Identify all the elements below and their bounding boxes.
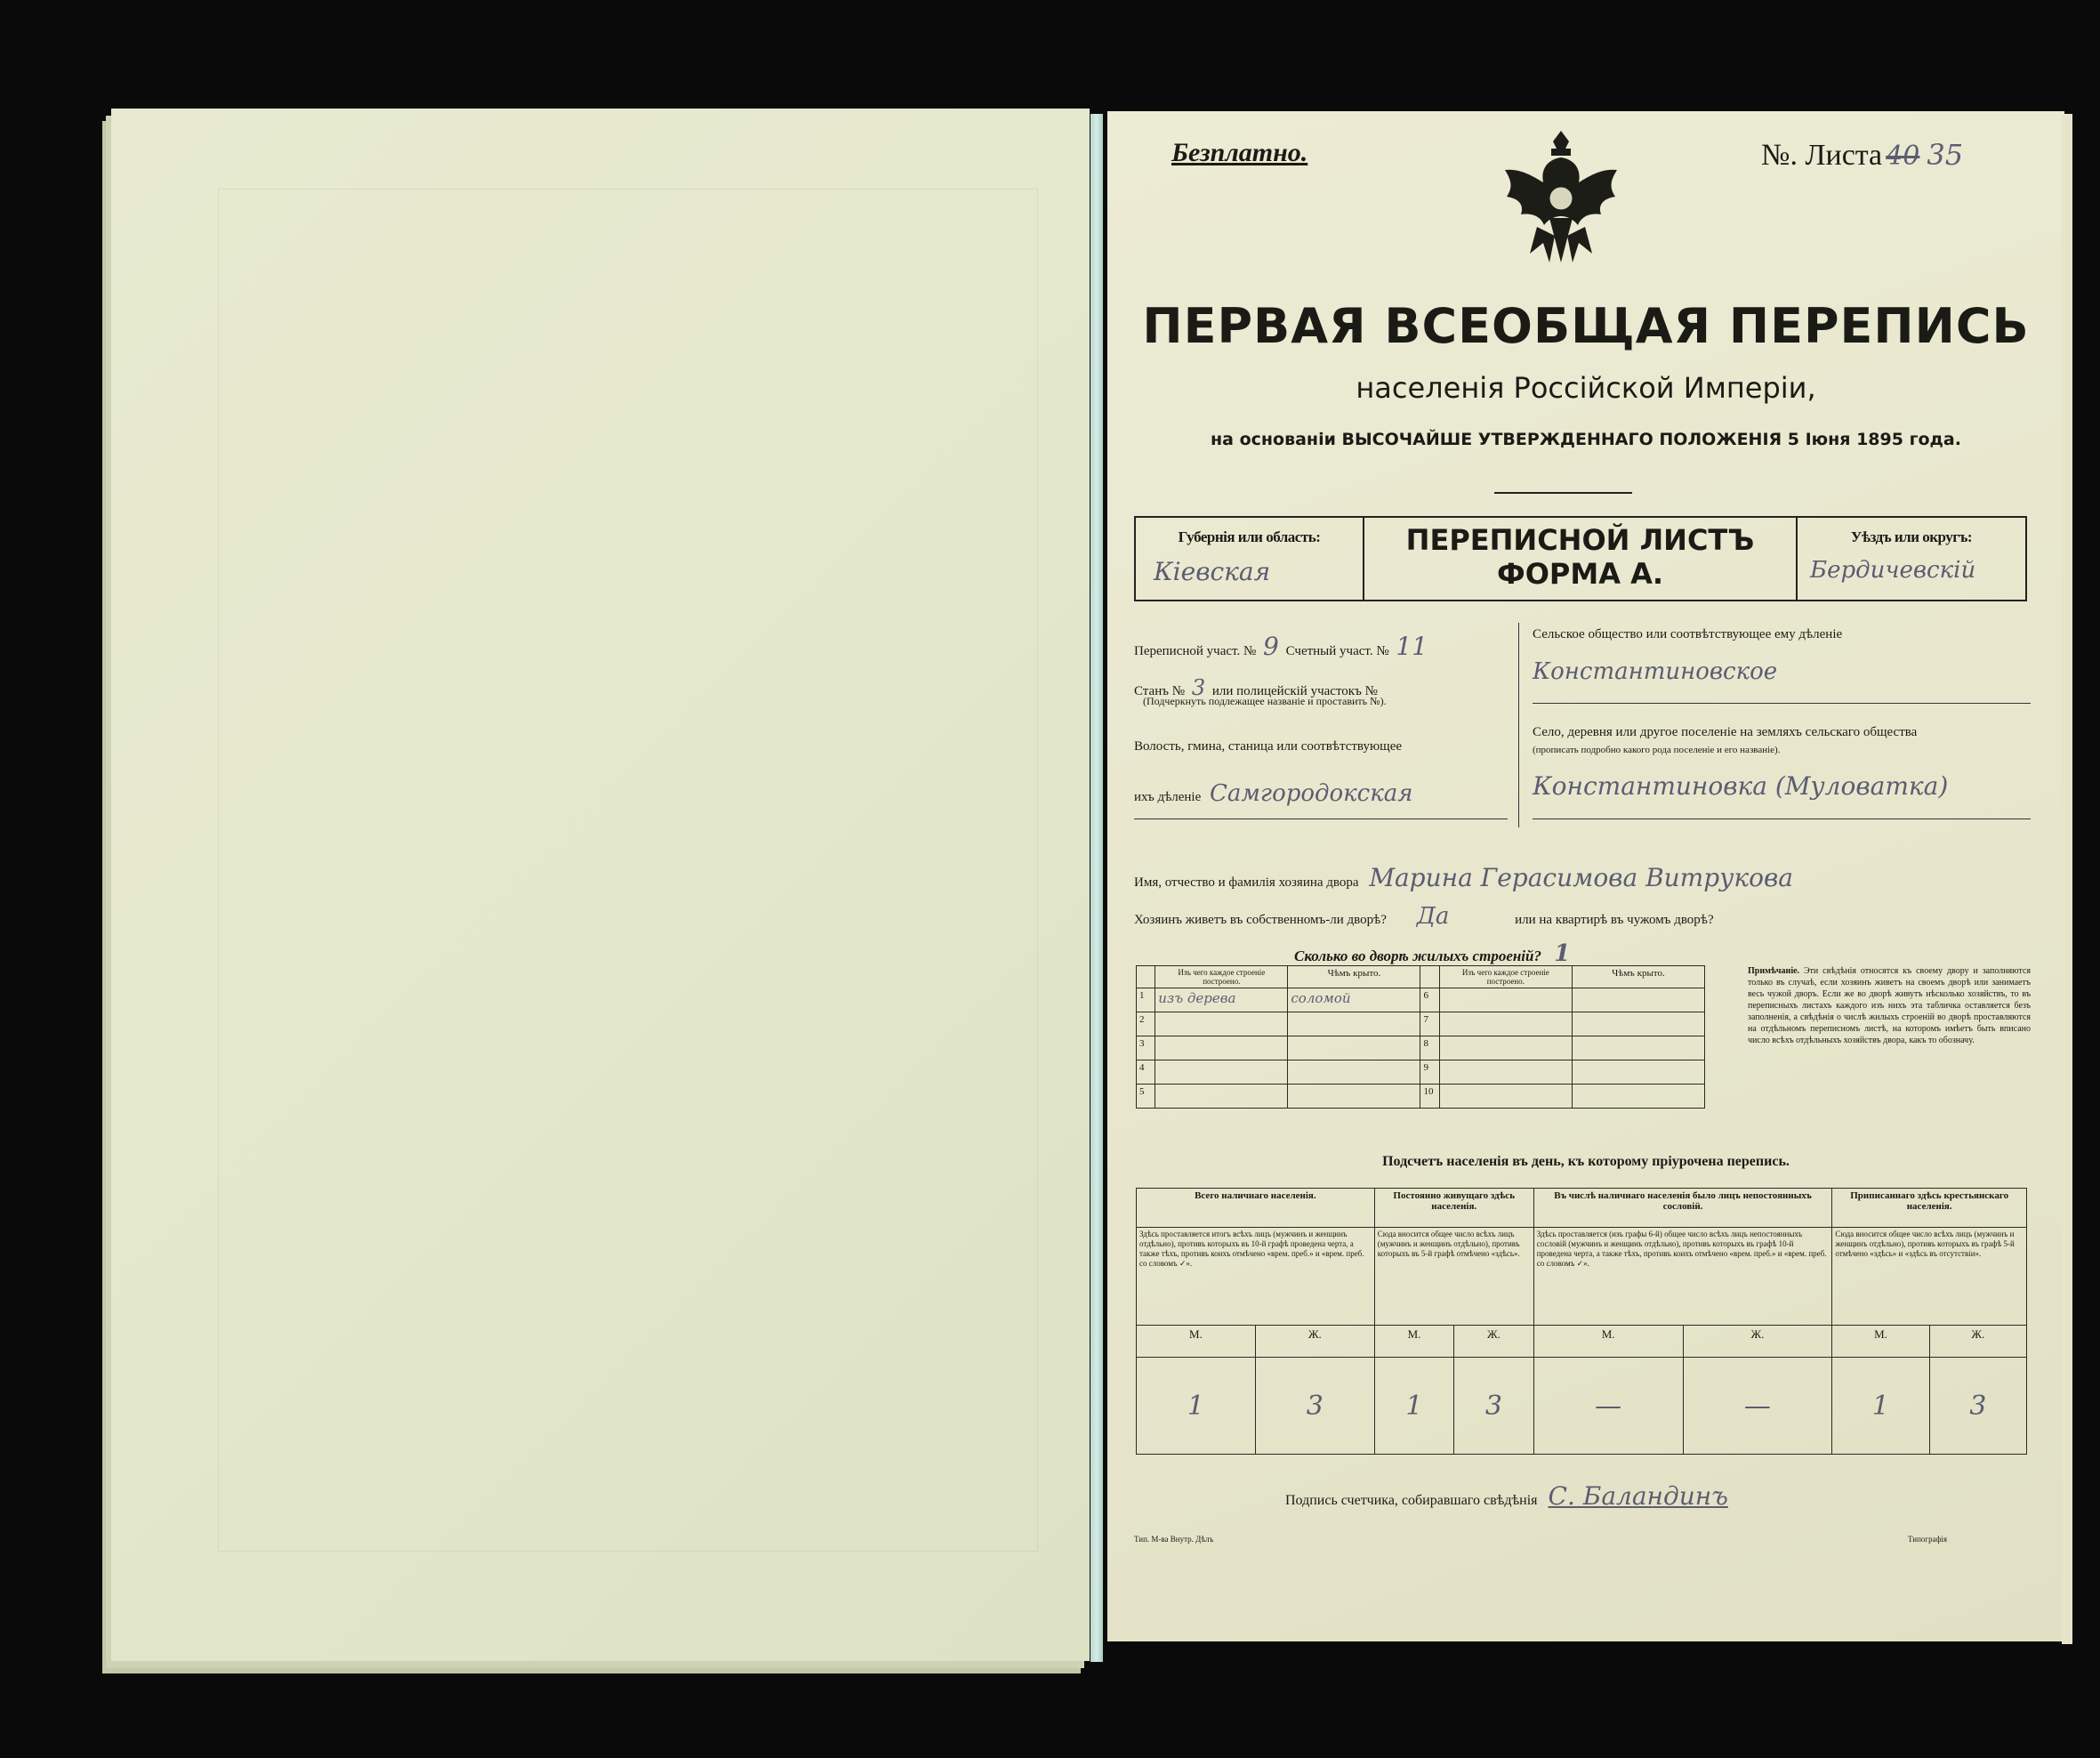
census-subtitle: населенія Россійской Имперіи,	[1356, 371, 1816, 405]
footer-printer-left: Тип. М-ва Внутр. Дѣлъ	[1134, 1535, 1214, 1544]
field-divider	[1518, 623, 1519, 827]
census-main-title: ПЕРВАЯ ВСЕОБЩАЯ ПЕРЕПИСЬ	[1142, 298, 2030, 354]
row-num: 6	[1420, 988, 1439, 1012]
census-legal-basis: на основаніи ВЫСОЧАЙШЕ УТВЕРЖДЕННАГО ПОЛОЖЕНІЯ 5 Іюня 1895 года.	[1211, 430, 1961, 449]
row-num: 4	[1137, 1060, 1155, 1085]
male-count: 1	[1137, 1358, 1256, 1455]
summary-desc: Сюда вносится общее число всѣхъ лицъ (мужчинъ и женщинъ отдѣльно), противъ которыхъ въ графѣ 5-й отмѣчено «здѣсь» и «здѣсь въ отсутствіи».	[1832, 1228, 2027, 1326]
male-label: М.	[1533, 1326, 1683, 1358]
signature-label: Подпись счетчика, собиравшаго свѣдѣнія	[1285, 1493, 1538, 1508]
own-yard-label: Хозяинъ живетъ въ собственномъ-ли дворѣ?	[1134, 913, 1387, 927]
stan-note: (Подчеркнуть подлежащее названіе и проставить №).	[1143, 695, 1387, 707]
buildings-value: 1	[1554, 940, 1571, 967]
signature-row	[1285, 1481, 1728, 1511]
uezd-value: Бердичевскій	[1810, 557, 1976, 584]
count-value: 11	[1396, 632, 1428, 661]
row-material: изъ дерева	[1155, 988, 1288, 1012]
police-label: или полицейскій участокъ №	[1211, 684, 1378, 698]
own-yard-row	[1134, 903, 1714, 930]
summary-title: Подсчетъ населенія въ день, къ которому пріурочена перепись.	[1382, 1154, 1790, 1169]
female-count: —	[1683, 1358, 1832, 1455]
volost-value: Самгородокская	[1209, 780, 1413, 807]
row-roof: соломой	[1288, 988, 1420, 1012]
female-count: 3	[1929, 1358, 2026, 1455]
buildings-col-material: Изъ чего каждое строеніе построено.	[1155, 966, 1288, 988]
own-yard-value: Да	[1416, 903, 1450, 930]
society-value: Константиновское	[1533, 658, 1778, 685]
footer-printer-right: Типографія	[1908, 1535, 1948, 1544]
buildings-col-roof-2: Чѣмъ крыто.	[1572, 966, 1704, 988]
form-subtitle: ФОРМА А.	[1496, 557, 1664, 591]
volost-label: Волость, гмина, станица или соотвѣтствующее	[1134, 739, 1403, 754]
female-count: 3	[1454, 1358, 1534, 1455]
female-count: 3	[1255, 1358, 1374, 1455]
district-value: 9	[1263, 632, 1279, 661]
uezd-label: Уѣздъ или округъ:	[1850, 528, 1973, 545]
sheet-number-value: 35	[1927, 138, 1964, 172]
buildings-col-material-2: Изъ чего каждое строеніе построено.	[1439, 966, 1572, 988]
right-sheet-edge	[2062, 114, 2072, 1644]
male-count: 1	[1374, 1358, 1454, 1455]
district-label: Переписной участ. №	[1134, 644, 1257, 658]
society-row	[1533, 627, 2031, 685]
row-num: 5	[1137, 1085, 1155, 1109]
buildings-row	[1294, 940, 1570, 967]
summary-head: Постоянно живущаго здѣсь населенія.	[1374, 1189, 1533, 1228]
sheet-number-crossed: 40	[1886, 141, 1920, 172]
sheet-number	[1761, 138, 1963, 173]
census-form-page	[1107, 111, 2064, 1641]
buildings-col-roof: Чѣмъ крыто.	[1288, 966, 1420, 988]
summary-desc: Сюда вносится общее число всѣхъ лицъ (мужчинъ и женщинъ отдѣльно), противъ которыхъ въ 5-й графѣ отмѣчено «здѣсь».	[1374, 1228, 1533, 1326]
left-page-bleedthrough	[218, 189, 1038, 1552]
society-label: Сельское общество или соотвѣтствующее ему дѣленіе	[1533, 627, 1843, 641]
volost-row	[1134, 780, 1413, 807]
form-title-cell	[1364, 518, 1796, 591]
count-label: Счетный участ. №	[1285, 644, 1389, 658]
row-num: 8	[1420, 1036, 1439, 1060]
summary-head: Всего наличнаго населенія.	[1137, 1189, 1375, 1228]
summary-head: Приписаннаго здѣсь крестьянскаго населенія.	[1832, 1189, 2027, 1228]
male-count: 1	[1832, 1358, 1929, 1455]
sheet-number-label: №. Листа	[1761, 139, 1883, 172]
district-row	[1134, 632, 1508, 661]
uezd-cell	[1796, 518, 2025, 600]
gubernia-cell	[1136, 518, 1364, 600]
form-id-box	[1134, 516, 2027, 601]
note-block	[1748, 965, 2031, 1046]
population-summary-table	[1136, 1188, 2027, 1455]
signature-value: С. Баландинъ	[1548, 1481, 1728, 1511]
form-title: ПЕРЕПИСНОЙ ЛИСТЪ	[1405, 523, 1755, 557]
row-num: 9	[1420, 1060, 1439, 1085]
buildings-table	[1136, 965, 1705, 1109]
stan-label: Станъ №	[1134, 684, 1186, 698]
other-yard-label: или на квартирѣ въ чужомъ дворѣ?	[1515, 913, 1714, 927]
summary-desc: Здѣсь проставляется итогъ всѣхъ лицъ (мужчинъ и женщинъ отдѣльно), противъ которыхъ въ 10-й графѣ проведена черта, а также тѣхъ, противъ коихъ отмѣчено «врем. преб.» и «врем. преб. со словомъ ✓».	[1137, 1228, 1375, 1326]
row-num: 2	[1137, 1012, 1155, 1036]
female-label: Ж.	[1454, 1326, 1534, 1358]
ornament-divider	[1494, 492, 1632, 494]
note-label: Примѣчаніе.	[1748, 966, 1800, 976]
left-blank-page	[111, 109, 1090, 1661]
owner-row	[1134, 863, 1793, 892]
gubernia-value: Кіевская	[1154, 557, 1271, 586]
male-label: М.	[1374, 1326, 1454, 1358]
row-num: 3	[1137, 1036, 1155, 1060]
free-label: Безплатно.	[1171, 138, 1308, 167]
selo-note: (прописать подробно какого рода поселеніе и его названіе).	[1533, 745, 1781, 755]
summary-head: Въ числѣ наличнаго населенія было лицъ непостоянныхъ сословій.	[1533, 1189, 1832, 1228]
male-label: М.	[1137, 1326, 1256, 1358]
row-num: 7	[1420, 1012, 1439, 1036]
male-label: М.	[1832, 1326, 1929, 1358]
society-line	[1533, 703, 2031, 704]
page-edge-stack	[1090, 114, 1103, 1662]
owner-label: Имя, отчество и фамилія хозяина двора	[1134, 875, 1359, 890]
summary-desc: Здѣсь проставляется (изъ графы 6-й) общее число всѣхъ лицъ непостоянныхъ сословій (мужчинъ и женщинъ отдѣльно), противъ которыхъ въ графѣ 10-й проведена черта, а также тѣхъ, противъ коихъ отмѣчено «врем. преб.» и «врем. преб. со словомъ ✓».	[1533, 1228, 1832, 1326]
female-label: Ж.	[1929, 1326, 2026, 1358]
row-num: 10	[1420, 1085, 1439, 1109]
female-label: Ж.	[1683, 1326, 1832, 1358]
selo-value: Константиновка (Муловатка)	[1533, 771, 1949, 801]
stan-value: 3	[1191, 675, 1206, 700]
male-count: —	[1533, 1358, 1683, 1455]
gubernia-label: Губернія или область:	[1178, 528, 1321, 545]
row-num: 1	[1137, 988, 1155, 1012]
imperial-eagle-emblem	[1494, 129, 1628, 280]
selo-label: Село, деревня или другое поселеніе на земляхъ сельскаго общества	[1533, 725, 1918, 739]
buildings-label: Сколько во дворѣ жилыхъ строеній?	[1294, 948, 1541, 964]
volost-label2: ихъ дѣленіе	[1134, 790, 1202, 804]
note-text: Эти свѣдѣнія относятся къ своему двору и заполняются только въ случаѣ, если хозяинъ живетъ на своемъ дворѣ или занимаетъ весь чужой дворъ. Если же во дворѣ живутъ нѣсколько хозяйствъ, то въ переписныхъ листахъ каждого изъ нихъ эта табличка оставляется безъ заполненія, а свѣдѣнія о числѣ жилыхъ строеній во дворѣ проставляются на отдѣльномъ переписномъ листѣ, на которомъ имѣетъ быть вписано число всѣхъ отдѣльныхъ хозяйствъ двора, какъ то обозначу.	[1748, 966, 2031, 1045]
female-label: Ж.	[1255, 1326, 1374, 1358]
owner-value: Марина Герасимова Витрукова	[1369, 863, 1793, 892]
